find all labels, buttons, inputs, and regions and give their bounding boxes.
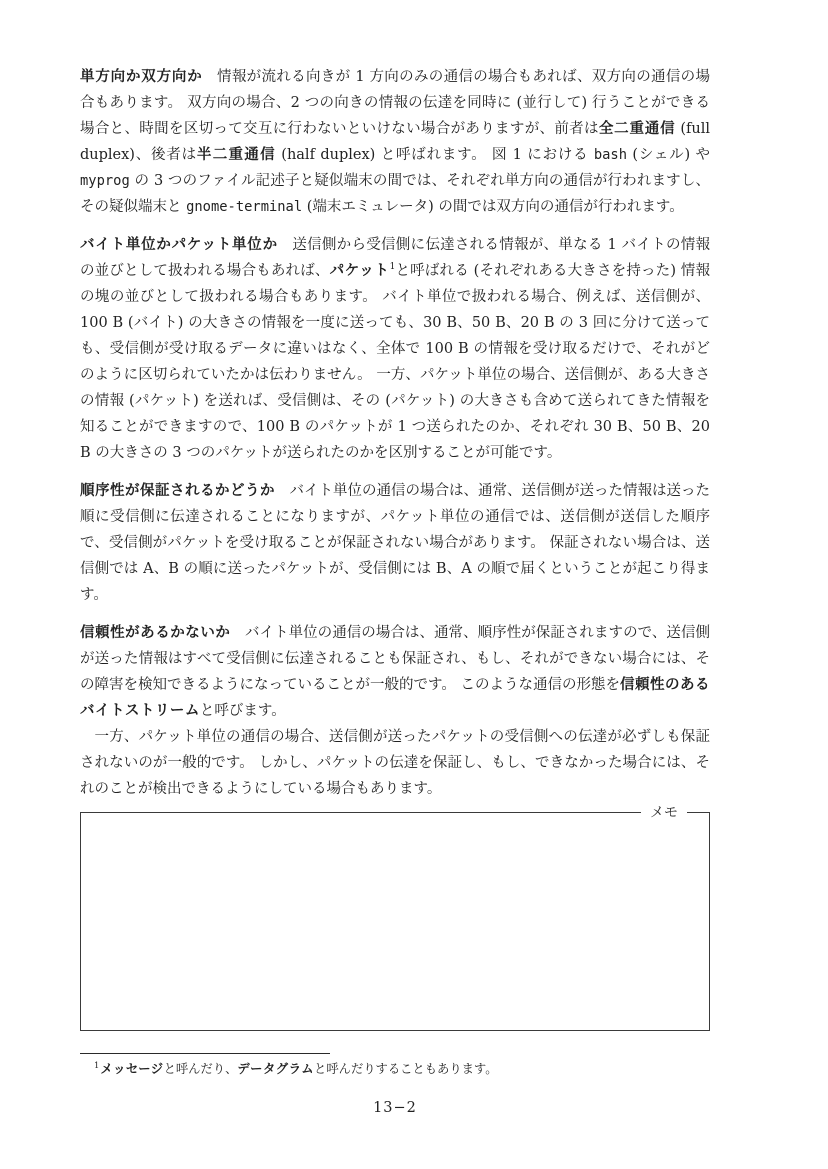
footnote: [80, 1053, 710, 1079]
paragraph: [80, 620, 710, 724]
text-run: 送信側から受信側に伝達される情報が、単なる 1 バイトの情報の並びとして扱われる場合もあれば、: [80, 237, 710, 279]
text-run: 1: [389, 262, 396, 273]
paragraphs: [80, 64, 710, 802]
paragraph-heading: 信頼性があるかないか: [80, 625, 231, 641]
text-run: データグラム: [237, 1062, 315, 1076]
text-run: パケット: [329, 263, 390, 279]
paragraph-heading: バイト単位かパケット単位か: [80, 237, 278, 253]
text-run: bash: [593, 147, 628, 163]
footnote-text: [80, 1060, 710, 1079]
paragraph-heading: 単方向か双方向か: [80, 69, 203, 85]
paragraph: [80, 478, 710, 608]
text-run: (端末エミュレータ) の間では双方向の通信が行われます。: [302, 199, 684, 215]
paragraph: [80, 724, 710, 802]
text-run: myprog: [80, 173, 130, 189]
text-run: 信頼性のあるバイトストリーム: [80, 677, 711, 719]
text-run: メッセージ: [100, 1062, 164, 1076]
footnote-runs: [100, 1062, 497, 1076]
text-run: と呼んだりすることもあります。: [314, 1062, 498, 1076]
text-run: と呼ばれる (それぞれある大きさを持った) 情報の塊の並びとして扱われる場合もあります。 バイト単位で扱われる場合、例えば、送信側が、100 B (バイト) の大きさの情報を一度に送っても、30 B、50 B、20 B の 3 回に分けて送っても、受信側が受け取るデータに違いはなく、全体で 100 B の情報を受け取るだけで、それがどのように区切られていたかは伝わりません。 一方、パケット単位の場合、送信側が、ある大きさの情報 (パケット) を送れば、受信側は、その (パケット) の大きさも含めて送られてきた情報を知ることができますので、100 B のパケットが 1 つ送られたのか、それぞれ 30 B、50 B、20 B の大きさの 3 つのパケットが送られたのかを区別することが可能です。: [80, 263, 710, 461]
text-run: 情報が流れる向きが 1 方向のみの通信の場合もあれば、双方向の通信の場合もあります。 双方向の場合、2 つの向きの情報の伝達を同時に (並行して) 行うことができる場合と、時間を区切って交互に行わないといけない場合がありますが、前者は: [80, 69, 710, 137]
text-run: と呼びます。: [199, 703, 286, 719]
text-run: (full duplex)、後者は: [80, 121, 711, 163]
paragraph-heading: 順序性が保証されるかどうか: [80, 483, 275, 499]
text-run: の 3 つのファイル記述子と疑似端末の間では、それぞれ単方向の通信が行われますし、その疑似端末と: [80, 173, 710, 215]
page-number: 13−2: [373, 1100, 417, 1116]
text-run: バイト単位の通信の場合は、通常、順序性が保証されますので、送信側が送った情報はすべて受信側に伝達されることも保証され、もし、それができない場合には、その障害を検知できるようになっていることが一般的です。 このような通信の形態を: [80, 625, 710, 693]
paragraph: [80, 232, 710, 466]
footnote-divider: [80, 1053, 330, 1054]
text-run: 全二重通信: [598, 121, 676, 137]
footnote-marker: 1: [94, 1059, 100, 1070]
text-run: (half duplex) と呼ばれます。 図 1 における: [275, 147, 594, 163]
text-run: gnome-terminal: [186, 199, 303, 215]
memo-box-label: メモ: [641, 803, 687, 823]
memo-box: [80, 805, 710, 1031]
paragraph: [80, 64, 710, 220]
text-run: バイト単位の通信の場合は、通常、送信側が送った情報は送った順に受信側に伝達されることになりますが、パケット単位の通信では、送信側が送信した順序で、受信側がパケットを受け取ることが保証されない場合があります。 保証されない場合は、送信側では A、B の順に送ったパケットが、受信側には B、A の順で届くということが起こり得ます。: [80, 483, 710, 603]
text-run: 半二重通信: [196, 147, 276, 163]
text-run: (シェル) や: [627, 147, 711, 163]
text-run: 一方、パケット単位の通信の場合、送信側が送ったパケットの受信側への伝達が必ずしも保証されないのが一般的です。 しかし、パケットの伝達を保証し、もし、できなかった場合には、それのことが検出できるようにしている場合もあります。: [80, 729, 710, 797]
text-run: と呼んだり、: [163, 1062, 238, 1076]
